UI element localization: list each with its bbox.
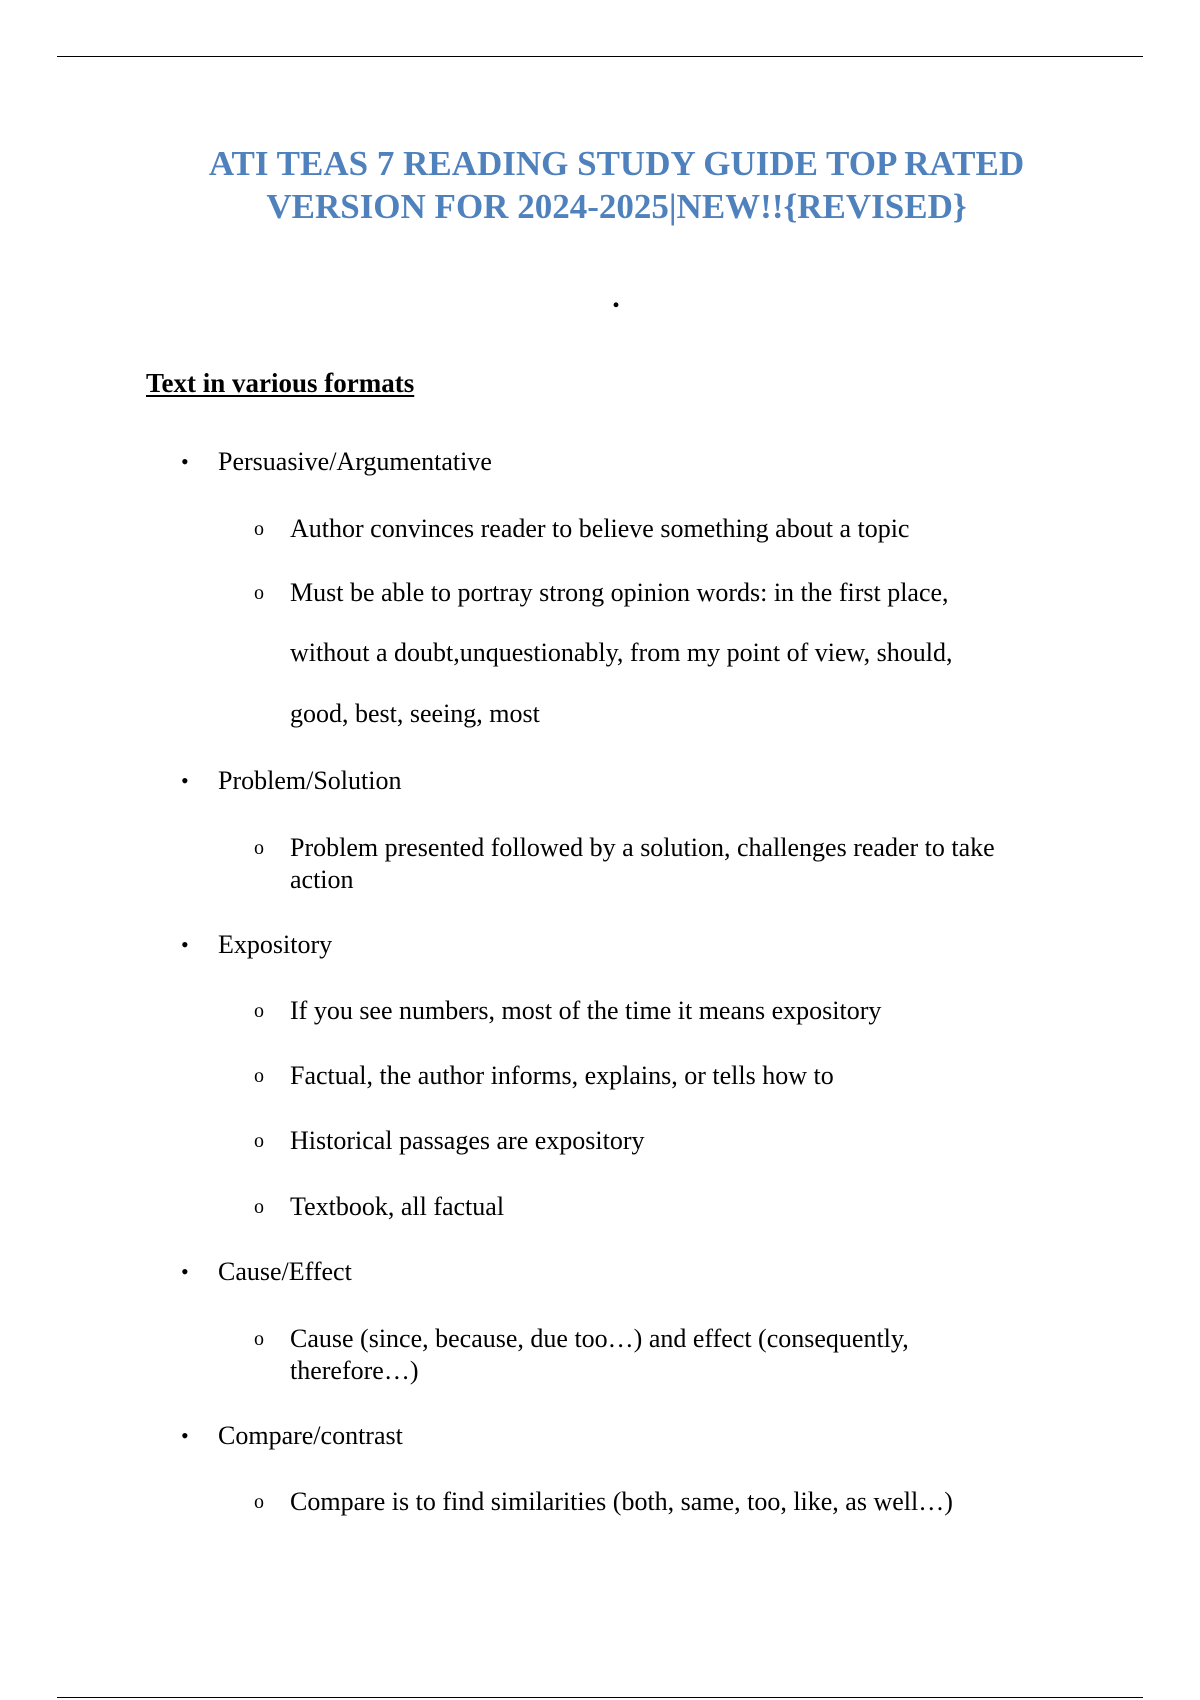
sub-bullet-marker: o xyxy=(254,837,264,859)
sub-bullet-marker: o xyxy=(254,1196,264,1218)
sub-item-text: Must be able to portray strong opinion words: in the first place, xyxy=(290,578,949,607)
bullet-marker: • xyxy=(181,1423,189,1448)
list-item-label: Compare/contrast xyxy=(218,1421,403,1450)
bullet-marker: • xyxy=(181,932,189,957)
sub-item-text: good, best, seeing, most xyxy=(290,699,540,728)
sub-bullet-marker: o xyxy=(254,1000,264,1022)
top-rule xyxy=(57,56,1143,57)
bottom-rule xyxy=(57,1697,1143,1698)
list-item-label: Problem/Solution xyxy=(218,766,402,795)
sub-item-text: Factual, the author informs, explains, or tells how to xyxy=(290,1061,834,1090)
sub-item-text: Problem presented followed by a solution, challenges reader to take xyxy=(290,833,995,862)
sub-item-text: action xyxy=(290,865,354,894)
list-item-label: Cause/Effect xyxy=(218,1257,352,1286)
list-item-label: Expository xyxy=(218,930,333,959)
document-title xyxy=(0,142,1200,228)
bullet-marker: • xyxy=(181,1259,189,1284)
sub-bullet-marker: o xyxy=(254,582,264,604)
sub-bullet-marker: o xyxy=(254,1328,264,1350)
sub-bullet-marker: o xyxy=(254,1065,264,1087)
sub-bullet-marker: o xyxy=(254,1491,264,1513)
sub-item-text: therefore…) xyxy=(290,1356,419,1385)
bullet-marker: • xyxy=(181,449,189,474)
sub-item-text: without a doubt,unquestionably, from my point of view, should, xyxy=(290,638,953,667)
bullet-marker: • xyxy=(181,768,189,793)
list-item-label: Persuasive/Argumentative xyxy=(218,447,492,476)
sub-item-text: Cause (since, because, due too…) and effect (consequently, xyxy=(290,1324,909,1353)
sub-bullet-marker: o xyxy=(254,518,264,540)
sub-item-text: Compare is to find similarities (both, same, too, like, as well…) xyxy=(290,1487,953,1516)
sub-bullet-marker: o xyxy=(254,1130,264,1152)
title-line-1: ATI TEAS 7 READING STUDY GUIDE TOP RATED xyxy=(208,144,1025,183)
sub-item-text: If you see numbers, most of the time it means expository xyxy=(290,996,882,1025)
title-line-2: VERSION FOR 2024-2025|NEW!!{REVISED} xyxy=(266,187,967,226)
sub-item-text: Author convinces reader to believe something about a topic xyxy=(290,514,910,543)
section-heading: Text in various formats xyxy=(146,368,415,398)
sub-item-text: Historical passages are expository xyxy=(290,1126,645,1155)
separator-mark: . xyxy=(612,281,620,314)
sub-item-text: Textbook, all factual xyxy=(290,1192,505,1221)
